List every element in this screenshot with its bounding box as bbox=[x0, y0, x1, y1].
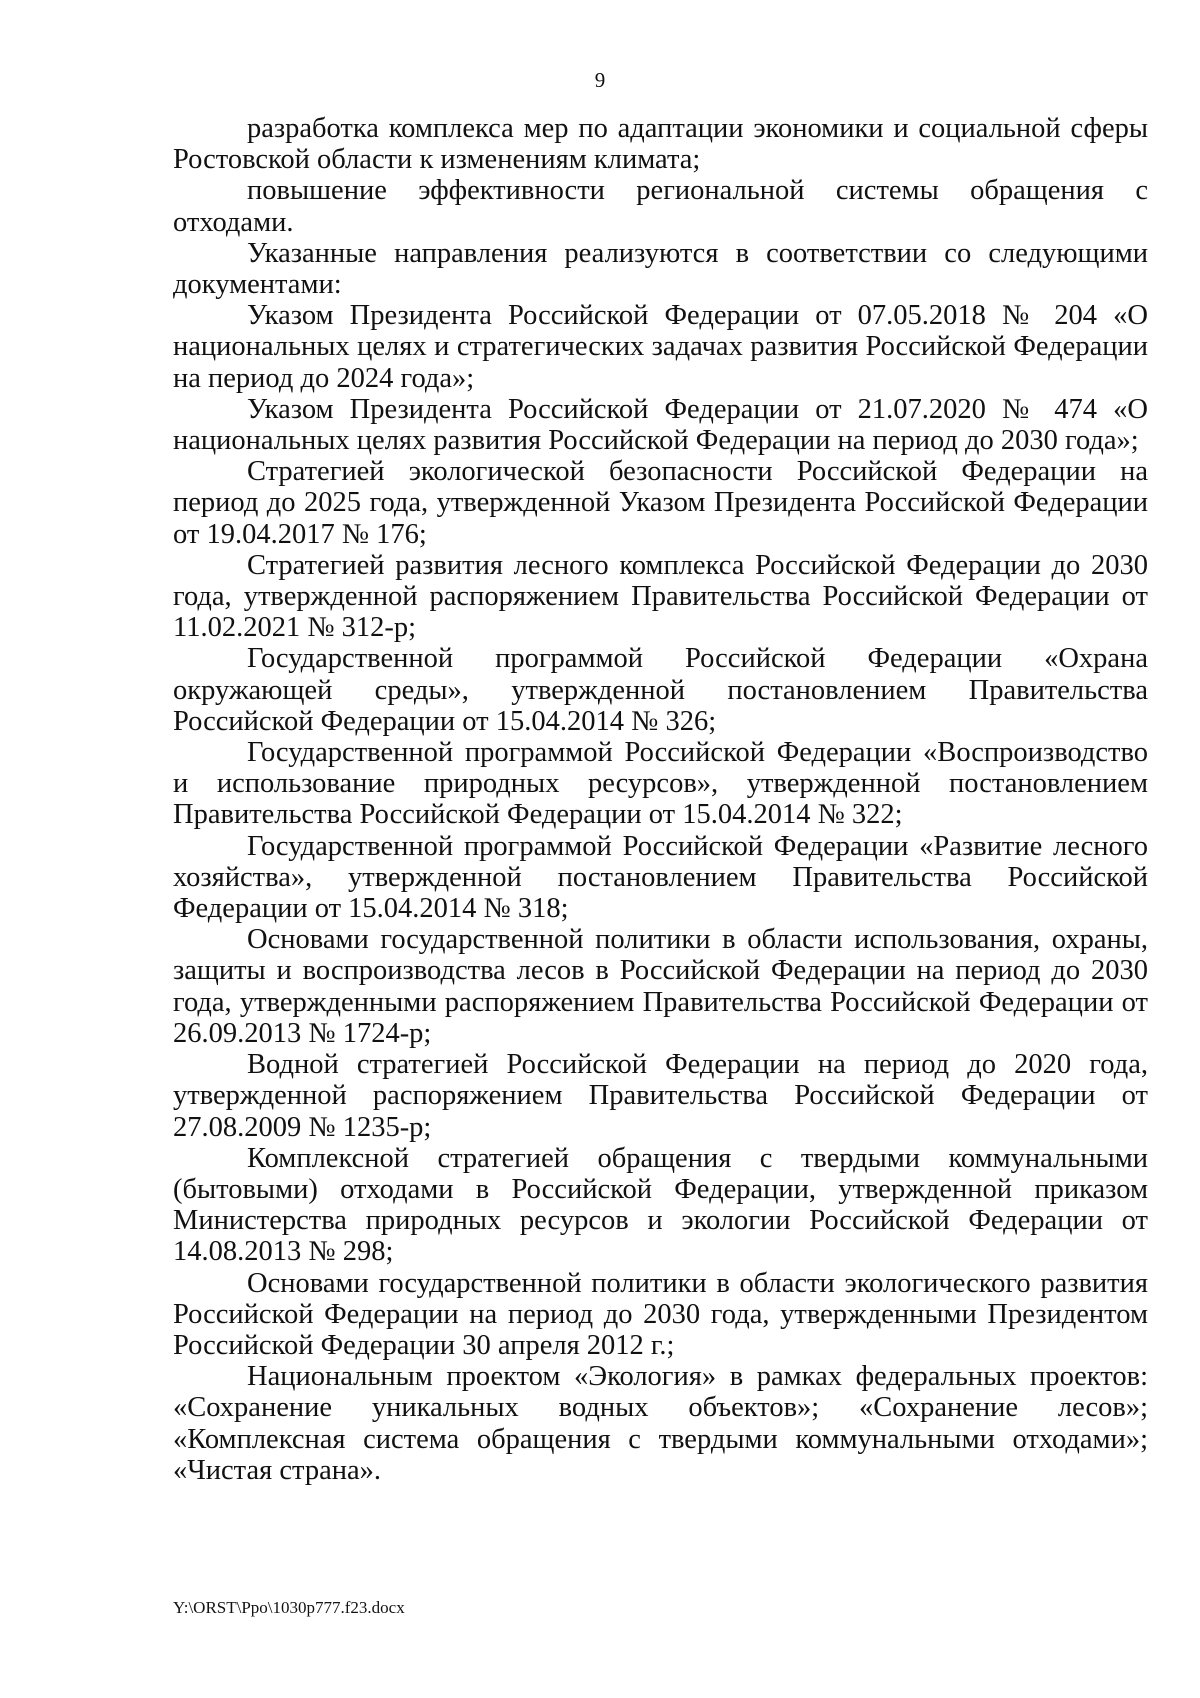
paragraph: повышение эффективности региональной системы обращения с отходами. bbox=[173, 175, 1148, 238]
paragraph: Государственной программой Российской Федерации «Охрана окружающей среды», утвержденной постановлением Правительства Российской Федерации от 15.04.2014 № 326; bbox=[173, 643, 1148, 737]
paragraph: Указанные направления реализуются в соответствии со следующими документами: bbox=[173, 237, 1148, 301]
file-path-footer: Y:\ORST\Ppo\1030p777.f23.docx bbox=[173, 1598, 405, 1617]
paragraph: Основами государственной политики в области экологического развития Российской Федерации на период до 2030 года, утвержденными Президентом Российской Федерации 30 апреля 2012 г.; bbox=[173, 1267, 1148, 1361]
paragraph: Указом Президента Российской Федерации от 21.07.2020 № 474 «О национальных целях развития Российской Федерации на период до 2030 года»; bbox=[173, 393, 1148, 457]
page-number: 9 bbox=[594, 68, 606, 92]
paragraph: Стратегией развития лесного комплекса Российской Федерации до 2030 года, утвержденной распоряжением Правительства Российской Федерации от 11.02.2021 № 312-р; bbox=[173, 549, 1148, 644]
paragraph: Стратегией экологической безопасности Российской Федерации на период до 2025 года, утвержденной Указом Президента Российской Федерации от 19.04.2017 № 176; bbox=[173, 456, 1148, 550]
paragraph: Основами государственной политики в области использования, охраны, защиты и воспроизводства лесов в Российской Федерации на период до 2030 года, утвержденными распоряжением Правительства Российской Федерации от 26.09.2013 № 1724-р; bbox=[173, 924, 1148, 1049]
document-body bbox=[173, 113, 1148, 1486]
paragraph: Национальным проектом «Экология» в рамках федеральных проектов: «Сохранение уникальных водных объектов»; «Сохранение лесов»; «Комплексная система обращения с твердыми коммунальными отходами»; «Чистая страна». bbox=[173, 1361, 1148, 1486]
paragraph: Государственной программой Российской Федерации «Развитие лесного хозяйства», утвержденной постановлением Правительства Российской Федерации от 15.04.2014 № 318; bbox=[173, 830, 1148, 925]
paragraph: разработка комплекса мер по адаптации экономики и социальной сферы Ростовской области к изменениям климата; bbox=[173, 113, 1148, 176]
paragraph: Государственной программой Российской Федерации «Воспроизводство и использование природных ресурсов», утвержденной постановлением Правительства Российской Федерации от 15.04.2014 № 322; bbox=[173, 737, 1148, 831]
paragraph: Комплексной стратегией обращения с твердыми коммунальными (бытовыми) отходами в Российской Федерации, утвержденной приказом Министерства природных ресурсов и экологии Российской Федерации от 14.08.2013 № 298; bbox=[173, 1142, 1148, 1268]
paragraph: Водной стратегией Российской Федерации на период до 2020 года, утвержденной распоряжением Правительства Российской Федерации от 27.08.2009 № 1235-р; bbox=[173, 1049, 1148, 1143]
paragraph: Указом Президента Российской Федерации от 07.05.2018 № 204 «О национальных целях и стратегических задачах развития Российской Федерации на период до 2024 года»; bbox=[173, 300, 1148, 394]
